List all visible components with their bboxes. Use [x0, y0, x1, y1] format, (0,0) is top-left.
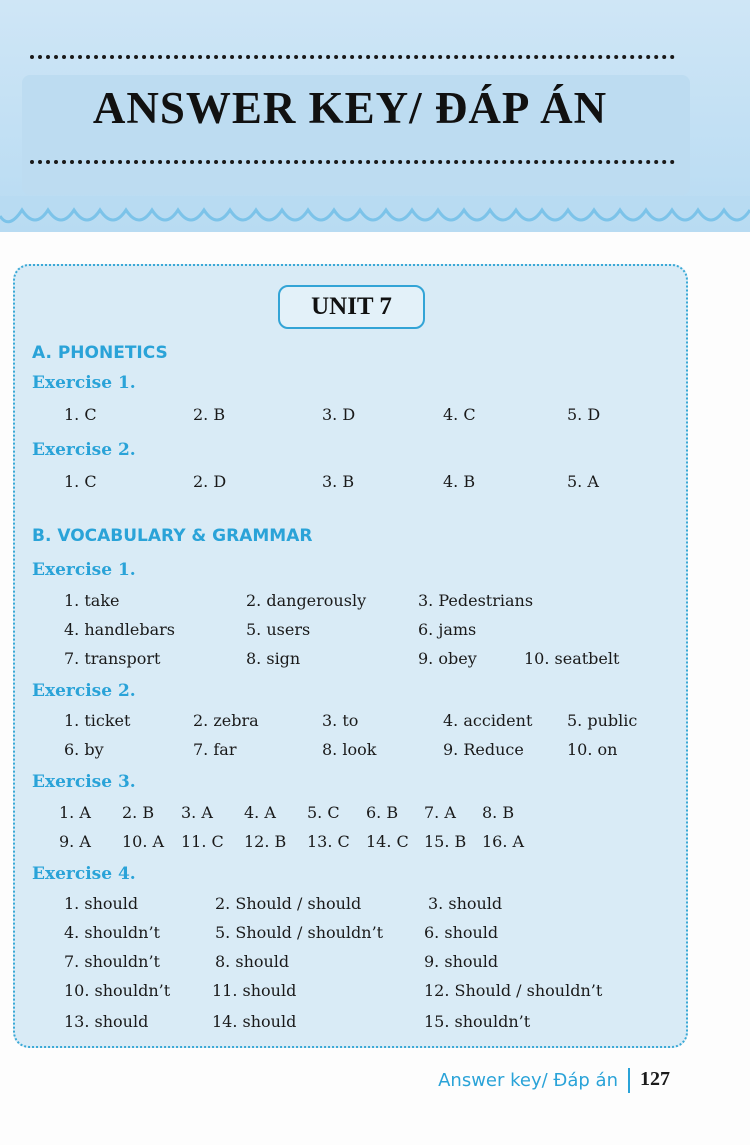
answer-item: 7. A — [424, 803, 456, 822]
answer-item: 8. look — [322, 740, 377, 759]
answer-item: 5. Should / shouldn’t — [215, 923, 384, 942]
exercise-heading: Exercise 1. — [32, 373, 136, 393]
answer-item: 8. sign — [246, 649, 301, 668]
section-heading-phonetics: A. PHONETICS — [32, 343, 168, 363]
answer-item: 4. C — [443, 405, 476, 424]
exercise-heading: Exercise 3. — [32, 772, 136, 792]
answer-item: 4. accident — [443, 711, 533, 730]
answer-item: 9. should — [424, 952, 499, 971]
answer-item: 2. D — [193, 472, 227, 491]
answer-item: 3. should — [428, 894, 503, 913]
answer-item: 3. Pedestrians — [418, 591, 534, 610]
answer-item: 5. users — [246, 620, 311, 639]
answer-item: 12. Should / shouldn’t — [424, 981, 603, 1000]
answer-item: 4. B — [443, 472, 476, 491]
answer-item: 4. A — [244, 803, 276, 822]
answer-item: 2. Should / should — [215, 894, 362, 913]
answer-item: 8. B — [482, 803, 515, 822]
answer-item: 7. far — [193, 740, 237, 759]
answer-item: 2. dangerously — [246, 591, 367, 610]
page-number: 127 — [640, 1068, 670, 1090]
answer-item: 3. to — [322, 711, 359, 730]
answer-item: 5. C — [307, 803, 340, 822]
answer-item: 1. should — [64, 894, 139, 913]
answer-item: 2. B — [122, 803, 155, 822]
answer-item: 2. B — [193, 405, 226, 424]
section-heading-vocabulary: B. VOCABULARY & GRAMMAR — [32, 526, 313, 546]
answer-item: 13. should — [64, 1012, 149, 1031]
answer-item: 14. should — [212, 1012, 297, 1031]
answer-item: 10. on — [567, 740, 618, 759]
answer-item: 14. C — [366, 832, 409, 851]
answer-item: 1. ticket — [64, 711, 131, 730]
answer-item: 5. A — [567, 472, 599, 491]
answer-item: 3. B — [322, 472, 355, 491]
answer-item: 8. should — [215, 952, 290, 971]
unit-label: UNIT 7 — [278, 285, 425, 329]
answer-item: 3. A — [181, 803, 213, 822]
answer-item: 2. zebra — [193, 711, 259, 730]
answer-item: 5. public — [567, 711, 638, 730]
answer-item: 11. C — [181, 832, 224, 851]
answer-item: 1. C — [64, 405, 97, 424]
wave-border — [0, 196, 750, 236]
answer-item: 1. take — [64, 591, 120, 610]
answer-item: 3. D — [322, 405, 356, 424]
answer-item: 16. A — [482, 832, 525, 851]
page-title: ANSWER KEY/ ĐÁP ÁN — [92, 83, 608, 133]
exercise-heading: Exercise 1. — [32, 560, 136, 580]
answer-item: 12. B — [244, 832, 287, 851]
answer-item: 6. jams — [418, 620, 477, 639]
answer-item: 15. B — [424, 832, 467, 851]
answer-item: 10. A — [122, 832, 165, 851]
answer-item: 15. shouldn’t — [424, 1012, 531, 1031]
answer-item: 9. Reduce — [443, 740, 524, 759]
answer-item: 6. by — [64, 740, 104, 759]
answer-item: 1. C — [64, 472, 97, 491]
footer-text: Answer key/ Đáp án — [438, 1070, 618, 1091]
answer-item: 6. should — [424, 923, 499, 942]
answer-item: 11. should — [212, 981, 297, 1000]
exercise-heading: Exercise 4. — [32, 864, 136, 884]
answer-item: 7. shouldn’t — [64, 952, 160, 971]
answer-item: 6. B — [366, 803, 399, 822]
answer-item: 9. obey — [418, 649, 477, 668]
answer-item: 13. C — [307, 832, 350, 851]
exercise-heading: Exercise 2. — [32, 440, 136, 460]
answer-item: 1. A — [59, 803, 91, 822]
answer-item: 4. shouldn’t — [64, 923, 160, 942]
answer-item: 5. D — [567, 405, 601, 424]
answer-item: 4. handlebars — [64, 620, 175, 639]
answer-item: 9. A — [59, 832, 91, 851]
answer-item: 10. shouldn’t — [64, 981, 171, 1000]
footer-divider — [628, 1068, 630, 1093]
dotted-divider-top — [30, 55, 675, 59]
exercise-heading: Exercise 2. — [32, 681, 136, 701]
dotted-divider-bottom — [30, 160, 675, 164]
answer-item: 7. transport — [64, 649, 161, 668]
answer-item: 10. seatbelt — [524, 649, 620, 668]
